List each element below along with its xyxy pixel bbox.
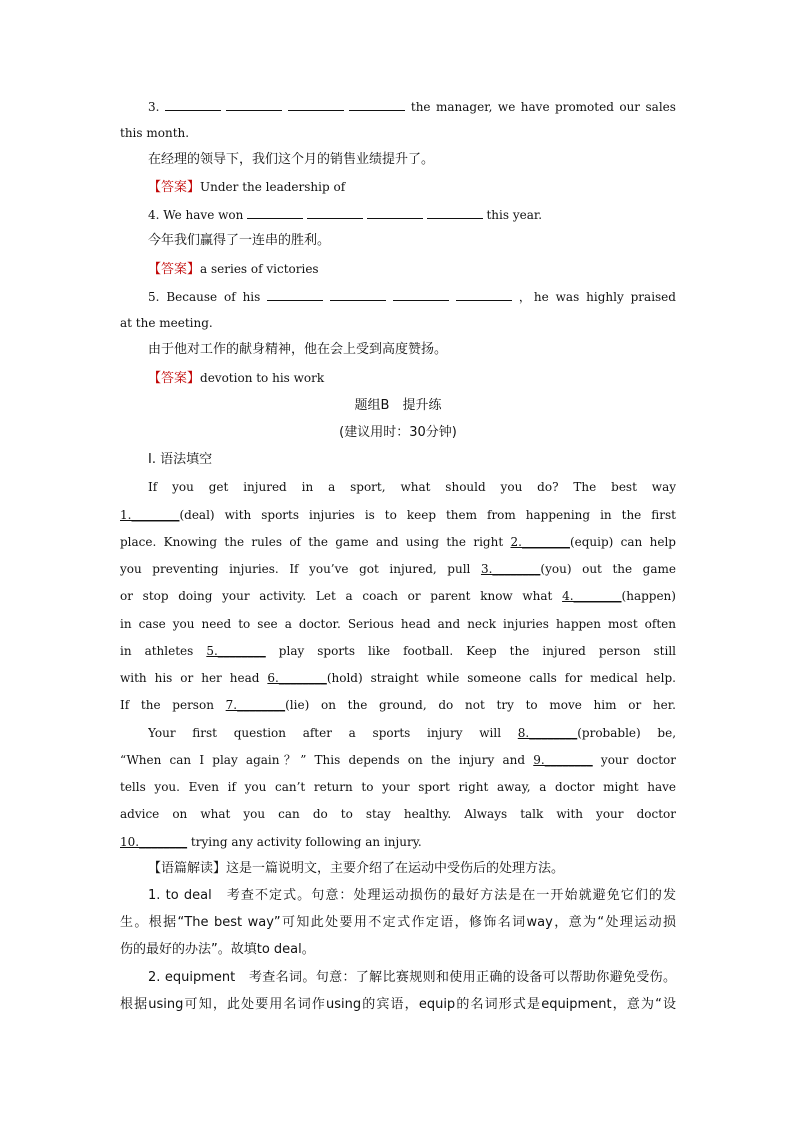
passage-text: Your first question after a sports injury will <box>148 726 502 740</box>
passage-line <box>120 559 676 579</box>
analysis-tag: 【语篇解读】 <box>148 861 227 876</box>
blank[interactable] <box>456 286 512 301</box>
passage-text: (hold) straight while someone calls for medical help. <box>326 671 676 685</box>
question-text: 4. We have won <box>148 208 244 222</box>
passage-text: (deal) with sports injuries is to keep them from happening in the first <box>179 508 676 522</box>
analysis-line: 根据using可知，此处要用名词作using的宾语，equip的名词形式是equipment，意为“设 <box>120 997 676 1012</box>
passage-text: (lie) on the ground, do not try to move him or her. <box>285 698 676 712</box>
blank-number[interactable]: 2.________ <box>510 535 570 549</box>
passage-line <box>120 695 676 715</box>
blank-number[interactable]: 8.________ <box>517 726 578 740</box>
passage-line: tells you. Even if you can’t return to your sport right away, a doctor might have <box>120 780 676 794</box>
blank[interactable] <box>393 286 449 301</box>
blank[interactable] <box>349 96 405 111</box>
passage-line <box>120 641 676 661</box>
passage-text: (probable) be, <box>577 726 676 740</box>
question-text: this year. <box>486 208 543 222</box>
passage-text: trying any activity following an injury. <box>190 835 422 849</box>
blank-number[interactable]: 3.________ <box>480 562 541 576</box>
passage-line <box>120 832 676 852</box>
question-4-answer <box>148 259 676 279</box>
passage-text: If the person <box>120 698 214 712</box>
passage-text: “When can I play again？” This depends on the injury and <box>120 753 526 767</box>
blank-number[interactable]: 7.________ <box>225 698 286 712</box>
passage-line <box>120 750 676 770</box>
answer-text: a series of victories <box>200 262 319 276</box>
answer-text: Under the leadership of <box>200 180 346 194</box>
blank[interactable] <box>427 204 483 219</box>
question-number: 3. <box>148 100 160 114</box>
analysis-line: 伤的最好的办法”。故填to deal。 <box>120 942 315 957</box>
blank[interactable] <box>247 204 303 219</box>
passage-line: If you get injured in a sport, what should you do? The best way <box>148 480 676 494</box>
passage-text: your doctor <box>600 753 676 767</box>
blank[interactable] <box>267 286 323 301</box>
section-title: 题组B 提升练 <box>354 398 442 413</box>
blank-number[interactable]: 6.________ <box>267 671 327 685</box>
part-title: Ⅰ. 语法填空 <box>148 452 213 467</box>
question-5-cont: at the meeting. <box>120 316 213 330</box>
passage-text: with his or her head <box>120 671 260 685</box>
passage-text: place. Knowing the rules of the game and using the right <box>120 535 504 549</box>
passage-text: play sports like football. Keep the injured person still <box>278 644 676 658</box>
question-3-cont: this month. <box>120 126 190 140</box>
analysis-line: 2. equipment 考查名词。句意：了解比赛规则和使用正确的设备可以帮助你避免受伤。 <box>148 970 676 985</box>
question-text: the manager, we have promoted our sales <box>410 100 676 114</box>
answer-tag: 【答案】 <box>148 262 201 277</box>
answer-tag: 【答案】 <box>148 180 201 195</box>
passage-text: (happen) <box>621 589 676 603</box>
answer-tag: 【答案】 <box>148 371 201 386</box>
analysis-line: 生。根据“The best way”可知此处要用不定式作定语，修饰名词way，意为“处理运动损 <box>120 915 676 930</box>
passage-line <box>148 723 676 743</box>
blank[interactable] <box>330 286 386 301</box>
passage-text: in athletes <box>120 644 194 658</box>
blank[interactable] <box>288 96 344 111</box>
passage-text: (you) out the game <box>540 562 676 576</box>
blank-number[interactable]: 4.________ <box>562 589 622 603</box>
passage-text: or stop doing your activity. Let a coach or parent know what <box>120 589 553 603</box>
blank[interactable] <box>165 96 221 111</box>
question-3-chinese: 在经理的领导下，我们这个月的销售业绩提升了。 <box>148 152 435 167</box>
question-4-line <box>148 204 676 224</box>
section-subtitle: (建议用时：30分钟) <box>339 425 457 440</box>
blank-number[interactable]: 9.________ <box>533 753 593 767</box>
analysis-line: 1. to deal 考查不定式。句意：处理运动损伤的最好方法是在一开始就避免它们的发 <box>148 888 676 903</box>
passage-line: advice on what you can do to stay healthy. Always talk with your doctor <box>120 807 676 821</box>
blank-number[interactable]: 1.________ <box>120 508 180 522</box>
question-4-chinese: 今年我们赢得了一连串的胜利。 <box>148 233 331 248</box>
question-3-line <box>148 96 676 116</box>
blank-number[interactable]: 10.________ <box>120 835 188 849</box>
question-text: ，he was highly praised <box>518 290 676 304</box>
blank[interactable] <box>307 204 363 219</box>
passage-line <box>120 668 676 688</box>
question-5-answer <box>148 368 676 388</box>
passage-line: in case you need to see a doctor. Serious head and neck injuries happen most often <box>120 617 676 631</box>
passage-text: you preventing injuries. If you’ve got injured, pull <box>120 562 471 576</box>
question-5-chinese: 由于他对工作的献身精神，他在会上受到高度赞扬。 <box>148 342 448 357</box>
question-text: 5. Because of his <box>148 290 261 304</box>
blank[interactable] <box>226 96 282 111</box>
passage-line <box>120 505 676 525</box>
question-5-line <box>148 286 676 306</box>
blank-number[interactable]: 5.________ <box>206 644 266 658</box>
analysis-text: 这是一篇说明文，主要介绍了在运动中受伤后的处理方法。 <box>226 861 565 876</box>
answer-text: devotion to his work <box>200 371 325 385</box>
analysis-intro <box>148 859 676 879</box>
passage-line <box>120 532 676 552</box>
passage-line <box>120 586 676 606</box>
question-3-answer <box>148 177 676 197</box>
blank[interactable] <box>367 204 423 219</box>
passage-text: (equip) can help <box>569 535 676 549</box>
